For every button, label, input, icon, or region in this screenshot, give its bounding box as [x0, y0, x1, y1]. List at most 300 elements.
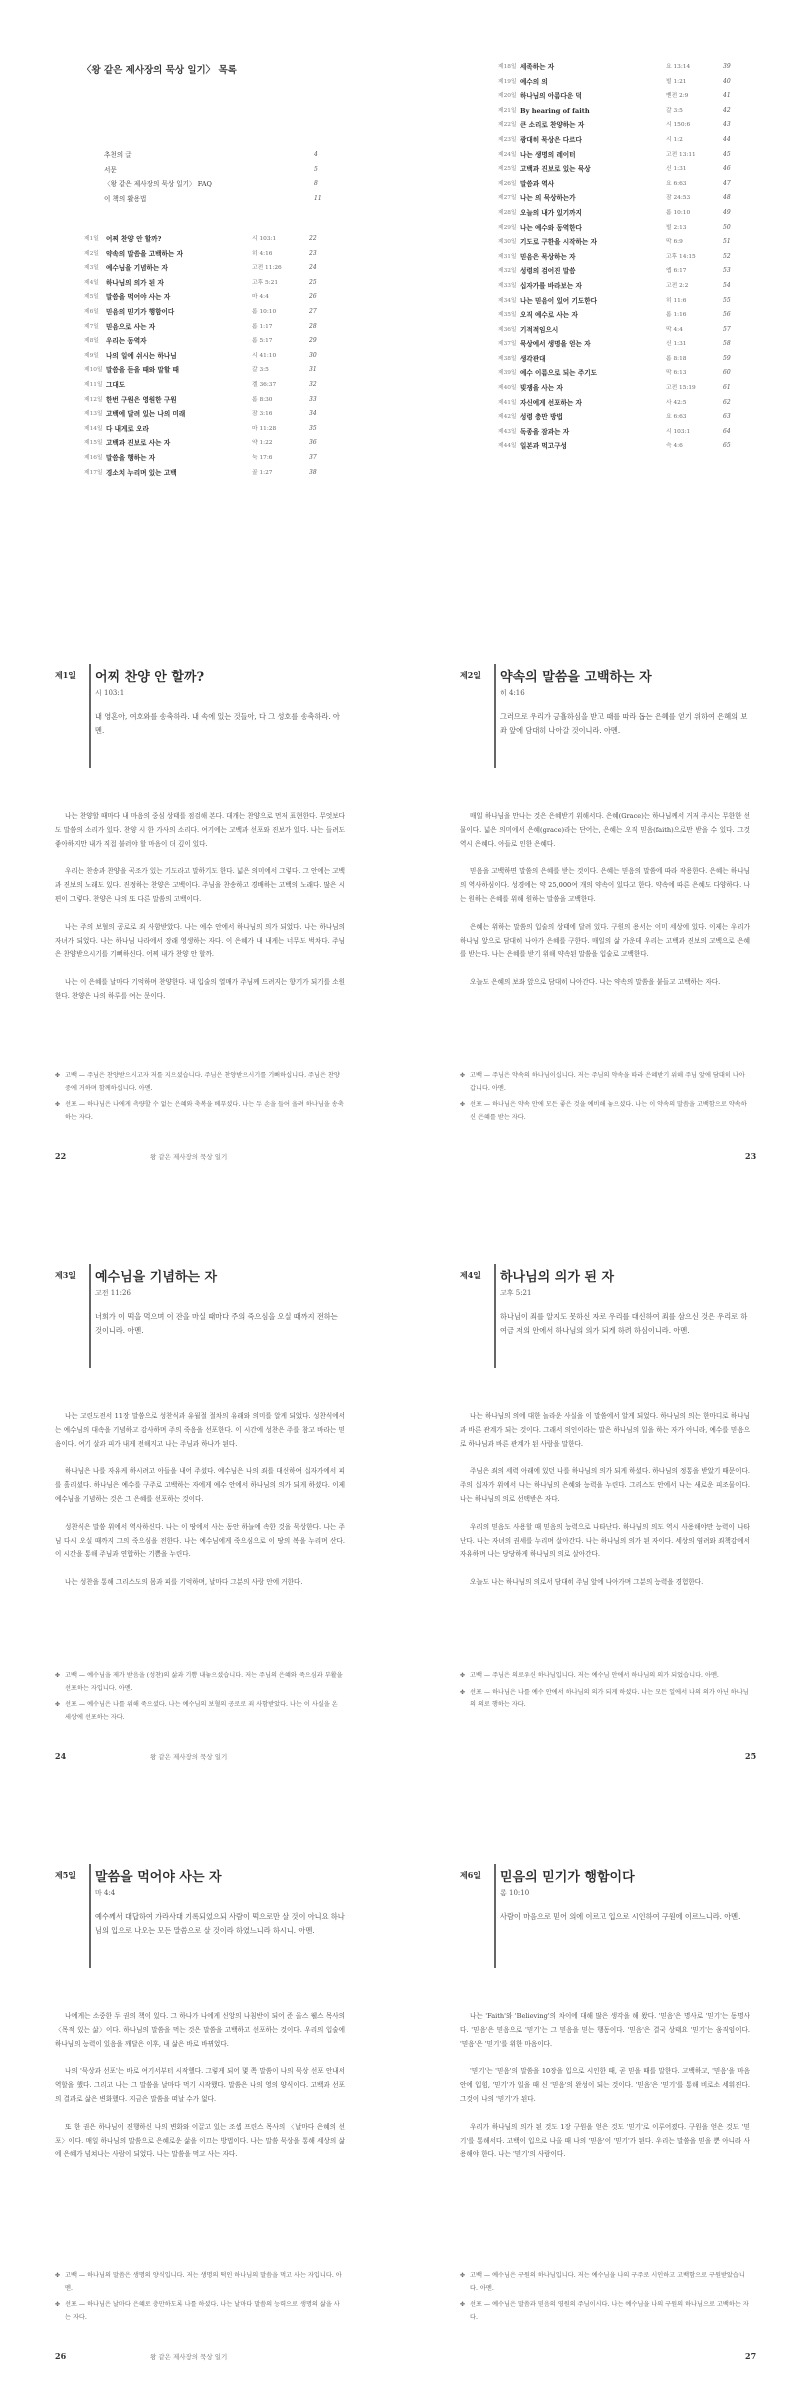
toc-front-item[interactable] — [104, 192, 324, 207]
toc-entry-chapter: 제36일 — [498, 326, 517, 333]
note-item: ✤ 선포 — 하나님은 날마다 은혜로 충만하도록 나를 하셨다. 나는 날마다 말씀의 능력으로 생명의 삶을 사는 자다. — [55, 2299, 345, 2324]
toc-front-page: 4 — [314, 151, 318, 158]
toc-entry[interactable] — [84, 232, 334, 247]
toc-entry-chapter: 제8일 — [84, 338, 99, 345]
toc-entry[interactable] — [498, 60, 748, 75]
toc-entry-page: 62 — [723, 398, 731, 406]
header-rule — [494, 1264, 496, 1368]
toc-entry-title: 경소치 누리며 있는 고백 — [106, 468, 177, 477]
toc-entry-title: 예수의 의 — [520, 77, 548, 86]
scripture-verse: 하나님이 죄를 알지도 못하신 자로 우리를 대신하여 죄를 삼으신 것은 우리로 하여금 저의 안에서 하나님의 의가 되게 하려 하심이니라. 아멘. — [500, 1312, 748, 1335]
chapter-title: 어찌 찬양 안 할까? — [95, 670, 205, 685]
toc-entry-ref: 롬 8:30 — [252, 396, 273, 403]
toc-entry-chapter: 제21일 — [498, 107, 517, 114]
scripture-verse: 그러므로 우리가 긍휼하심을 받고 때를 따라 돕는 은혜를 얻기 위하여 은혜의 보좌 앞에 담대히 나아갈 것이니라. 아멘. — [500, 712, 748, 735]
chapter-number: 제3일 — [55, 1270, 77, 1280]
toc-entry-page: 45 — [723, 150, 731, 158]
page-number: 22 — [55, 1151, 67, 1161]
body-paragraph: 은혜는 위하는 말씀의 입술의 상태에 달려 있다. 구원의 용서는 이미 세상에 있다. 이제는 우리가 하나님 앞으로 담대히 나아가 은혜를 구한다. 매일의 삶 가운데 우리는 고백과 진보의 고백으로 은혜를 받는다. 나는 은혜를 받기 위해 약속된 말씀을 입술로 고백한다. — [460, 922, 750, 959]
toc-entry-title: 일본과 먹고구성 — [520, 442, 567, 451]
toc-entry-chapter: 제4일 — [84, 279, 99, 286]
body-paragraph: 우리가 하나님의 의가 된 것도 1장 구원을 얻은 것도 '믿기'로 이루어졌다. 구원을 얻은 것도 '믿기'를 통해서다. 고백이 입으로 나올 때 나의 '믿음'이 '믿기'가 된다. 우리는 말씀을 믿을 뿐 아니라 사용해야 한다. 나는 '믿기'의 사람이다. — [460, 2122, 750, 2159]
toc-entry-chapter: 제12일 — [84, 396, 103, 403]
chapter-body — [460, 2010, 750, 2176]
header-rule — [494, 664, 496, 768]
toc-entry-ref: 빌 1:21 — [666, 78, 687, 85]
toc-entry-chapter: 제22일 — [498, 122, 517, 129]
toc-entry-title: 그대도 — [106, 380, 126, 389]
toc-entry[interactable] — [498, 308, 748, 323]
toc-front-page: 5 — [314, 165, 318, 173]
toc-entry[interactable] — [84, 276, 334, 291]
toc-entry-chapter: 제28일 — [498, 209, 517, 216]
toc-entry-page: 39 — [723, 63, 731, 70]
note-item: ✤ 선포 — 하나님은 약속 안에 모든 좋은 것을 예비해 놓으셨다. 나는 이 약속의 말씀을 고백함으로 약속하신 은혜를 받는 자다. — [460, 1099, 750, 1124]
toc-entry[interactable] — [498, 279, 748, 294]
toc-front-page: 8 — [314, 180, 318, 188]
toc-entry-page: 24 — [309, 264, 317, 272]
toc-entry[interactable] — [84, 436, 334, 451]
toc-entry-title: 믿음으로 사는 자 — [106, 322, 156, 331]
body-paragraph: 나는 고린도전서 11장 말씀으로 성찬식과 유월절 절차의 유래와 의미를 알게 되었다. 성찬식에서는 예수님의 대속을 기념하고 감사하며 주의 죽음을 선포한다. 이 시간에 성찬은 주를 참고 바라는 믿음이다. 여기 살과 피가 내게 전해지고 나는 주님과 하나가 된다. — [55, 1412, 345, 1448]
toc-entry-page: 44 — [723, 135, 731, 143]
toc-entry[interactable] — [498, 235, 748, 250]
toc-entry-ref: 엡 6:17 — [666, 268, 687, 275]
note-item: ✤ 고백 — 주님은 약속의 하나님이십니다. 저는 주님의 약속을 따라 은혜받기 위해 주님 앞에 담대히 나아갑니다. 아멘. — [460, 1070, 750, 1095]
toc-entry-page: 26 — [309, 293, 317, 301]
toc-entry-title: 나는 의 묵상하는가 — [520, 194, 576, 203]
toc-entry-ref: 눅 17:6 — [252, 454, 273, 461]
toc-entry-ref: 빌 2:13 — [666, 224, 687, 231]
toc-entry-page: 41 — [723, 92, 731, 100]
toc-entry-title: By hearing of faith — [520, 106, 590, 115]
toc-entry-title: 성령의 검어진 말씀 — [520, 267, 576, 276]
toc-entry-ref: 신 1:31 — [666, 166, 687, 173]
scripture-reference: 롬 10:10 — [500, 1889, 530, 1897]
chapter-number: 제5일 — [55, 1870, 77, 1880]
toc-entry-title: 예수님을 기념하는 자 — [106, 264, 168, 273]
toc-entry-chapter: 제6일 — [84, 308, 99, 315]
chapter-body — [55, 810, 345, 1018]
toc-entry-title: 나의 일에 쉬시는 하나님 — [106, 351, 177, 360]
toc-entry-page: 29 — [309, 337, 317, 345]
chapter-notes — [55, 1070, 345, 1128]
toc-entry-chapter: 제23일 — [498, 136, 517, 143]
page-number: 24 — [55, 1751, 67, 1761]
toc-entry[interactable] — [498, 133, 748, 148]
toc-entry-chapter: 제27일 — [498, 195, 517, 202]
toc-entry-title: 나는 예수와 동역한다 — [520, 223, 582, 232]
toc-entry-chapter: 제3일 — [84, 265, 99, 272]
toc-entry-page: 31 — [309, 366, 317, 374]
toc-entry-ref: 롬 10:10 — [666, 209, 691, 216]
toc-entry-ref: 슥 4:6 — [666, 443, 683, 450]
toc-entry-page: 30 — [309, 351, 317, 359]
toc-entry-title: 우리는 동역자 — [106, 337, 147, 346]
running-head: 왕 같은 제사장의 묵상 일기 — [150, 1753, 228, 1761]
chapter-notes — [460, 1070, 750, 1128]
toc-entry-ref: 롬 1:17 — [252, 323, 273, 330]
toc-entry-title: 오직 예수로 사는 자 — [520, 311, 578, 320]
toc-entry[interactable] — [498, 410, 748, 425]
toc-entry-chapter: 제13일 — [84, 411, 103, 418]
body-paragraph: 주님은 죄의 세력 아래에 있던 나를 하나님의 의가 되게 하셨다. 하나님의 정통을 받았기 때문이다. 주의 십자가 위에서 나는 하나님의 은혜와 능력을 누린다. 그리스도 안에서 나는 새로운 피조물이다. 나는 하나님의 의로 선택받은 자다. — [460, 1467, 750, 1503]
toc-front-item[interactable] — [104, 177, 324, 192]
toc-entry-page: 33 — [309, 395, 317, 403]
toc-entry-title: 고백에 달려 있는 나의 미래 — [106, 410, 186, 419]
toc-entry-ref: 마 4:4 — [252, 294, 269, 301]
chapter-notes — [460, 2270, 750, 2328]
toc-entry-ref: 롬 1:16 — [666, 312, 687, 319]
toc-entry-ref: 고전 11:26 — [252, 265, 282, 272]
toc-entry[interactable] — [84, 349, 334, 364]
chapter-number: 제6일 — [460, 1870, 482, 1880]
toc-entry[interactable] — [84, 334, 334, 349]
toc-entry-title: 큰 소리로 찬양하는 자 — [520, 121, 585, 130]
toc-entry-page: 52 — [723, 252, 731, 260]
body-paragraph: 나의 '묵상과 선포'는 바로 여기서부터 시작했다. 그렇게 되어 몇 쪽 말씀이 나의 묵상 선포 안내서 역할을 했다. 그리고 나는 그 말씀을 날마다 먹기 시작했다. 말씀은 나의 영의 양식이다. 고백과 선포의 결과로 삶은 변화했다. 지금은 말씀을 떠날 수가 없다. — [55, 2067, 345, 2103]
chapter-title: 예수님을 기념하는 자 — [95, 1270, 218, 1285]
chapter-title: 하나님의 의가 된 자 — [500, 1270, 615, 1285]
page-number: 26 — [55, 2351, 67, 2361]
chapter-title: 말씀을 먹어야 사는 자 — [95, 1870, 222, 1885]
toc-entry-page: 25 — [309, 278, 317, 286]
toc-entry-page: 34 — [309, 410, 317, 418]
toc-entry-title: 나는 믿음이 있어 기도한다 — [520, 296, 597, 305]
chapter-number: 제4일 — [460, 1270, 482, 1280]
toc-entry[interactable] — [498, 264, 748, 279]
toc-entry-title: 나는 생명의 레이터 — [520, 150, 576, 159]
toc-entry-title: 어찌 찬양 안 할까? — [106, 235, 162, 243]
toc-entry-page: 36 — [309, 439, 317, 447]
toc-entry[interactable] — [498, 250, 748, 265]
toc-entry-ref: 고후 5:21 — [252, 279, 279, 286]
toc-entry-chapter: 제20일 — [498, 93, 517, 100]
chapter-number: 제2일 — [460, 670, 482, 680]
chapter-page — [405, 1200, 810, 1800]
toc-entry-page: 48 — [723, 194, 731, 202]
toc-entry-ref: 잠 3:16 — [252, 411, 273, 418]
toc-entry-page: 51 — [723, 238, 731, 246]
chapter-title: 믿음의 믿기가 행함이다 — [500, 1870, 635, 1885]
toc-entry[interactable] — [498, 294, 748, 309]
body-paragraph: 매일 하나님을 만나는 것은 은혜받기 위해서다. 은혜(Grace)는 하나님께서 거저 주시는 무한한 선물이다. 넓은 의미에서 은혜(grace)라는 단어는, 은혜는 오직 믿음(faith)으로만 받을 수 있다. 그것 역시 은혜다. 아들로 인한 은혜다. — [460, 812, 750, 848]
toc-entry[interactable] — [84, 363, 334, 378]
toc-list-left — [84, 232, 334, 480]
toc-entry-title: 다 내게로 오라 — [106, 424, 149, 433]
toc-entry-chapter: 제32일 — [498, 268, 517, 275]
toc-entry-title: 예수 이름으로 되는 주기도 — [520, 369, 597, 378]
chapter-body — [55, 1410, 345, 1604]
toc-entry[interactable] — [498, 191, 748, 206]
toc-entry[interactable] — [84, 466, 334, 481]
toc-entry-chapter: 제14일 — [84, 425, 103, 432]
toc-entry-chapter: 제30일 — [498, 239, 517, 246]
toc-entry-page: 59 — [723, 354, 731, 362]
note-item: ✤ 선포 — 예수님은 나를 위해 죽으셨다. 나는 예수님의 보혈의 공로로 죄 사함받았다. 나는 이 사실을 온 세상에 선포하는 자다. — [55, 1699, 345, 1724]
toc-entry-chapter: 제37일 — [498, 341, 517, 348]
note-item: ✤ 선포 — 하나님은 나를 예수 안에서 하나님의 의가 되게 하셨다. 나는 모든 일에서 나의 의가 아닌 하나님의 의로 행하는 자다. — [460, 1687, 750, 1712]
running-head: 왕 같은 제사장의 묵상 일기 — [150, 1153, 228, 1161]
toc-entry-chapter: 제41일 — [498, 399, 517, 406]
body-paragraph: 하나님은 나를 자유케 하시려고 아들을 내어 주셨다. 예수님은 나의 죄를 대신하여 십자가에서 피를 흘리셨다. 하나님은 예수를 구주로 고백하는 자에게 예수 안에서 하나님의 의가 되게 하셨다. 이제 예수님을 기념하는 것은 그 은혜를 선포하는 것이다. — [55, 1467, 345, 1503]
toc-entry-chapter: 제44일 — [498, 443, 517, 450]
toc-entry-ref: 고전 2:2 — [666, 282, 689, 289]
body-paragraph: 우리의 믿음도 사용할 때 믿음의 능력으로 나타난다. 하나님의 의도 역시 사용해야만 능력이 나타난다. 나는 자녀의 권세를 누리며 살아간다. 나는 하나님의 의가 된 자이다. 세상의 염려와 죄책감에서 자유하며 나는 당당하게 하나님의 의로 살아간다. — [460, 1522, 750, 1559]
toc-entry-chapter: 제43일 — [498, 428, 517, 435]
toc-entry[interactable] — [498, 439, 748, 454]
toc-entry-title: 말씀을 듣을 때와 말할 때 — [106, 366, 179, 375]
toc-entry-ref: 요 13:14 — [666, 64, 691, 70]
toc-entry[interactable] — [84, 422, 334, 437]
chapter-body — [55, 2010, 345, 2176]
toc-entry-page: 40 — [723, 77, 731, 85]
toc-entry[interactable] — [498, 221, 748, 236]
toc-entry-ref: 시 103:1 — [252, 236, 277, 242]
body-paragraph: 나에게는 소중한 두 권의 책이 있다. 그 하나가 나에게 신앙의 나침반이 되어 준 올스 웰스 목사의 〈목적 있는 삶〉이다. 하나님의 말씀을 먹는 것은 말씀을 고백하고 선포하는 것이다. 우리의 입술에 하나님의 능력이 있음을 깨달은 이후, 내 삶은 바로 바뀌었다. — [55, 2012, 345, 2048]
body-paragraph: 나는 하나님의 의에 대한 놀라운 사실을 이 말씀에서 알게 되었다. 하나님의 의는 한마디로 하나님과 바른 관계가 되는 것이다. 그래서 의인이라는 말은 하나님의 일을 하는 자가 아니라, 예수를 믿음으로 하나님과 바른 관계가 된 사람을 말한다. — [460, 1412, 750, 1448]
body-paragraph: 나는 이 은혜를 날마다 기억하며 찬양한다. 내 입술의 열매가 주님께 드려지는 향기가 되기를 소원한다. 찬양은 나의 하루를 여는 문이다. — [55, 978, 345, 1000]
page-number: 25 — [745, 1751, 757, 1761]
toc-entry-title: 말씀과 역사 — [520, 179, 555, 188]
toc-entry-ref: 벧전 2:9 — [666, 93, 689, 100]
toc-entry-ref: 히 11:6 — [666, 297, 687, 304]
header-rule — [89, 1864, 91, 1968]
note-item: ✤ 고백 — 하나님의 말씀은 생명의 양식입니다. 저는 생명의 떡인 하나님의 말씀을 먹고 사는 자입니다. 아멘. — [55, 2270, 345, 2295]
body-paragraph: 나는 찬양할 때마다 내 마음의 중심 상태를 점검해 본다. 대개는 찬양으로 먼저 표현한다. 무엇보다도 말씀의 소리가 있다. 찬양 시 한 가사의 소리다. 여기에는 고백과 선포와 진보가 있다. 나는 들려도 좋아하지만 내가 직접 불러야 할 마음이 더 깊이 있다. — [55, 812, 345, 848]
toc-entry-page: 22 — [309, 235, 317, 242]
toc-entry-page: 46 — [723, 165, 731, 173]
toc-entry-page: 50 — [723, 223, 731, 231]
toc-entry-title: 약속의 말씀을 고백하는 자 — [106, 249, 183, 258]
chapter-body — [460, 810, 750, 1004]
toc-entry-ref: 롬 5:17 — [252, 338, 273, 345]
toc-entry-title: 묵상에서 생명을 얻는 자 — [520, 340, 591, 349]
toc-entry-page: 49 — [723, 208, 731, 216]
toc-entry-ref: 약 1:22 — [252, 440, 273, 447]
toc-entry-chapter: 제38일 — [498, 355, 517, 362]
toc-entry-page: 61 — [723, 384, 731, 392]
toc-entry-page: 42 — [723, 106, 731, 114]
toc-entry-ref: 갈 3:5 — [666, 107, 683, 114]
toc-entry-chapter: 제1일 — [84, 236, 99, 242]
toc-entry-chapter: 제26일 — [498, 180, 517, 187]
note-item: ✤ 고백 — 예수님은 구원의 하나님입니다. 저는 예수님을 나의 구주로 시인하고 고백함으로 구원받았습니다. 아멘. — [460, 2270, 750, 2295]
toc-entry-page: 28 — [309, 322, 317, 330]
toc-list-right — [498, 60, 748, 454]
toc-entry-title: 빚쟁을 사는 자 — [520, 384, 563, 393]
toc-entry-chapter: 제2일 — [84, 250, 99, 257]
toc-entry[interactable] — [498, 366, 748, 381]
toc-entry-page: 53 — [723, 267, 731, 275]
scripture-verse: 예수께서 대답하여 가라사대 기록되었으되 사람이 떡으로만 살 것이 아니요 하나님의 입으로 나오는 모든 말씀으로 살 것이라 하였느니라 하시니. 아멘. — [95, 1912, 345, 1935]
scripture-reference: 고후 5:21 — [500, 1289, 532, 1297]
toc-entry[interactable] — [498, 425, 748, 440]
toc-entry[interactable] — [498, 381, 748, 396]
toc-entry[interactable] — [84, 320, 334, 335]
toc-entry-ref: 겔 36:37 — [252, 381, 277, 388]
toc-entry-title: 기적적임으시 — [520, 325, 559, 334]
toc-entry-ref: 막 4:4 — [666, 326, 683, 333]
toc-entry-chapter: 제17일 — [84, 469, 103, 476]
toc-entry-title: 생각관대 — [520, 354, 546, 363]
toc-entry-page: 23 — [309, 249, 317, 257]
toc-entry-chapter: 제18일 — [498, 64, 517, 70]
toc-entry-title: 기도로 구한을 시작하는 자 — [520, 238, 597, 247]
toc-entry-ref: 신 1:31 — [666, 341, 687, 348]
toc-entry[interactable] — [498, 148, 748, 163]
toc-entry-chapter: 제29일 — [498, 224, 517, 231]
toc-entry[interactable] — [498, 75, 748, 90]
toc-entry[interactable] — [84, 247, 334, 262]
toc-entry-chapter: 제34일 — [498, 297, 517, 304]
toc-entry-page: 37 — [309, 453, 317, 461]
chapter-notes — [55, 1670, 345, 1728]
toc-entry-chapter: 제31일 — [498, 253, 517, 260]
toc-entry-title: 믿음은 묵상하는 자 — [520, 252, 576, 261]
toc-entry-page: 65 — [723, 442, 731, 450]
scripture-reference: 마 4:4 — [95, 1889, 116, 1897]
toc-entry[interactable] — [498, 396, 748, 411]
toc-front-item[interactable] — [104, 163, 324, 178]
toc-entry-ref: 갈 3:5 — [252, 367, 269, 374]
scripture-reference: 히 4:16 — [500, 689, 525, 697]
chapter-page — [0, 1200, 405, 1800]
toc-entry-ref: 롬 8:18 — [666, 355, 687, 362]
toc-entry-title: 자신에게 선포하는 자 — [520, 398, 582, 407]
toc-entry[interactable] — [84, 261, 334, 276]
toc-entry[interactable] — [498, 162, 748, 177]
toc-entry[interactable] — [84, 451, 334, 466]
toc-entry-title: 고백과 진보로 있는 묵상 — [520, 165, 591, 174]
toc-entry-ref: 골 1:27 — [252, 469, 273, 476]
header-rule — [89, 664, 91, 768]
toc-entry-chapter: 제33일 — [498, 282, 517, 289]
toc-entry-page: 43 — [723, 121, 731, 129]
toc-entry-chapter: 제16일 — [84, 454, 103, 461]
toc-entry[interactable] — [84, 393, 334, 408]
toc-entry-page: 32 — [309, 380, 317, 388]
toc-entry[interactable] — [498, 323, 748, 338]
toc-entry-chapter: 제11일 — [84, 381, 103, 388]
toc-entry-title: 믿음의 믿기가 행함이다 — [106, 307, 175, 316]
toc-entry-ref: 고전 13:11 — [666, 151, 696, 158]
toc-entry-chapter: 제7일 — [84, 323, 99, 330]
toc-page-left — [0, 0, 405, 600]
toc-entry-page: 27 — [309, 307, 317, 315]
toc-entry-ref: 고전 15:19 — [666, 385, 696, 392]
body-paragraph: 믿음을 고백하면 말씀의 은혜를 받는 것이다. 은혜는 믿음의 말씀에 따라 작용한다. 은혜는 하나님의 역사하심이다. 성경에는 약 25,000여 개의 약속이 있다고 한다. 약속에 따른 은혜도 다양하다. 나는 원하는 은혜를 위해 원하는 말씀을 고백한다. — [460, 867, 750, 903]
toc-entry-chapter: 제15일 — [84, 440, 103, 447]
toc-entry[interactable] — [498, 352, 748, 367]
toc-page-right — [405, 0, 810, 600]
note-item: ✤ 선포 — 예수님은 말씀과 믿음의 영원의 주님이시다. 나는 예수님을 나의 구원의 하나님으로 고백하는 자다. — [460, 2299, 750, 2324]
toc-entry-chapter: 제10일 — [84, 367, 103, 374]
toc-front-item[interactable] — [104, 148, 324, 163]
toc-front-title: 추천의 글 — [104, 151, 132, 159]
toc-entry[interactable] — [498, 118, 748, 133]
toc-entry-page: 38 — [309, 468, 317, 476]
body-paragraph: '믿기'는 '믿음'의 말씀을 10장을 입으로 시인한 때, 곧 믿을 때를 말한다. 고백하고, '믿음'을 마음 안에 입힘, '믿기'가 일을 때 신 '믿음'의 완성이 되는 것이다. '믿음'은 '믿기'를 통해 비로소 세워진다. 그것이 나의 '믿기'가 된다. — [460, 2067, 750, 2103]
page-number: 23 — [745, 1151, 757, 1161]
page-number: 27 — [745, 2351, 757, 2361]
toc-entry-ref: 시 103:1 — [666, 428, 691, 435]
toc-entry[interactable] — [498, 337, 748, 352]
body-paragraph: 성찬식은 말씀 위에서 역사하신다. 나는 이 땅에서 사는 동안 하늘에 속한 것을 묵상한다. 나는 주님 다시 오실 때까지 그의 죽으심을 전한다. 나는 예수님에게 죽으심으로 이 땅의 복을 누리며 산다. 이 시간을 통해 주님과 연합하는 기쁨을 누린다. — [55, 1522, 345, 1559]
toc-front-title: 〈왕 같은 제사장의 묵상 일기〉 FAQ — [104, 180, 212, 189]
toc-entry-title: 말씀을 행하는 자 — [106, 453, 156, 462]
chapter-page — [0, 600, 405, 1200]
toc-entry-page: 63 — [723, 413, 731, 421]
note-item: ✤ 고백 — 주님은 의로우신 하나님입니다. 저는 예수님 안에서 하나님의 의가 되었습니다. 아멘. — [460, 1670, 750, 1683]
toc-entry-page: 56 — [723, 311, 731, 319]
header-rule — [494, 1864, 496, 1968]
toc-entry-title: 광대히 묵상은 다르다 — [520, 135, 582, 144]
toc-entry-title: 십자가를 바라보는 자 — [520, 281, 582, 290]
toc-entry-page: 58 — [723, 340, 731, 348]
toc-front-title: 서문 — [104, 165, 117, 174]
toc-entry-ref: 고후 14:15 — [666, 253, 696, 260]
toc-entry[interactable] — [498, 206, 748, 221]
toc-entry-chapter: 제19일 — [498, 78, 517, 85]
toc-entry-chapter: 제35일 — [498, 312, 517, 319]
note-item: ✤ 고백 — 주님은 찬양받으시고자 저를 지으셨습니다. 주님은 찬양받으시기를 기뻐하십니다. 주님은 찬양 중에 거하며 함께하십니다. 아멘. — [55, 1070, 345, 1095]
toc-entry-ref: 막 6:9 — [666, 239, 683, 246]
toc-entry-ref: 시 150:6 — [666, 122, 691, 129]
body-paragraph: 오늘도 은혜의 보좌 앞으로 담대히 나아간다. 나는 약속의 말씀을 붙들고 고백하는 자다. — [470, 978, 721, 987]
scripture-verse: 너희가 이 떡을 먹으며 이 잔을 마실 때마다 주의 죽으심을 오실 때까지 전하는 것이니라. 아멘. — [95, 1312, 338, 1335]
toc-entry-ref: 막 6:13 — [666, 370, 687, 377]
toc-entry-title: 고백과 진보로 사는 자 — [106, 439, 171, 448]
toc-front-page: 11 — [314, 194, 322, 202]
toc-entry-ref: 마 11:28 — [252, 425, 277, 432]
toc-entry-page: 55 — [723, 296, 731, 304]
toc-entry-title: 하나님의 아름다운 덕 — [520, 92, 582, 101]
toc-entry-page: 60 — [723, 369, 731, 377]
body-paragraph: 오늘도 나는 하나님의 의로서 담대히 주님 앞에 나아가며 그분의 능력을 경험한다. — [470, 1578, 704, 1587]
body-paragraph: 나는 'Faith'와 'Believing'의 차이에 대해 많은 생각을 해 왔다. '믿음'은 명사로 '믿기'는 동명사다. '믿음'은 믿음으로 '믿기'는 그 믿음을 믿는 행동이다. '믿음'은 결국 상태요 '믿기'는 움직임이다. '믿음'은 '믿기'를 위한 마음이다. — [460, 2012, 750, 2048]
toc-entry-page: 54 — [723, 281, 731, 289]
body-paragraph: 또 한 권은 하나님이 진행하신 나의 변화와 이끌고 있는 조셉 프린스 목사의 〈날마다 은혜의 선포〉이다. 매일 하나님의 말씀으로 은혜로운 삶을 이끄는 방법이다. 나는 말씀 묵상을 통해 세상의 삶에 은혜가 넘쳐나는 사람이 되었다. 나는 말씀을 먹고 사는 자다. — [55, 2122, 345, 2159]
chapter-number: 제1일 — [55, 670, 77, 680]
note-item: ✤ 고백 — 예수님을 제가 받음을 (성찬)의 삶과 기쁨 내놓으셨습니다. 저는 주님의 은혜와 죽으심과 부활을 선포하는 자입니다. 아멘. — [55, 1670, 345, 1695]
toc-entry-ref: 요 6:63 — [666, 180, 687, 187]
toc-entry[interactable] — [84, 290, 334, 305]
toc-entry-chapter: 제40일 — [498, 385, 517, 392]
toc-entry[interactable] — [498, 104, 748, 119]
toc-entry[interactable] — [84, 378, 334, 393]
toc-entry[interactable] — [498, 177, 748, 192]
running-head: 왕 같은 제사장의 묵상 일기 — [150, 2353, 228, 2361]
toc-entry-chapter: 제42일 — [498, 414, 517, 421]
toc-entry-title: 세족하는 자 — [520, 63, 555, 71]
chapter-page — [405, 600, 810, 1200]
toc-entry-title: 성령 충만 방법 — [520, 413, 563, 422]
toc-entry[interactable] — [84, 407, 334, 422]
toc-entry-chapter: 제39일 — [498, 370, 517, 377]
toc-entry[interactable] — [84, 305, 334, 320]
note-item: ✤ 선포 — 하나님은 나에게 측량할 수 없는 은혜와 축복을 베푸셨다. 나는 두 손을 들어 올려 하나님을 송축하는 자다. — [55, 1099, 345, 1124]
toc-entry-chapter: 제24일 — [498, 151, 517, 158]
body-paragraph: 우리는 찬송과 찬양을 곡조가 있는 기도라고 말하기도 한다. 넓은 의미에서 그렇다. 그 안에는 고백과 진보의 노래도 있다. 진정하는 찬양은 고백이다. 주님을 찬송하고 경배하는 고백의 노래다. 많은 시편이 그렇다. 찬양은 나의 또 다른 말씀의 고백이다. — [55, 867, 345, 903]
toc-entry[interactable] — [498, 89, 748, 104]
chapter-title: 약속의 말씀을 고백하는 자 — [500, 670, 652, 685]
toc-entry-chapter: 제5일 — [84, 294, 99, 301]
toc-entry-title: 하나님의 의가 된 자 — [106, 278, 164, 287]
body-paragraph: 나는 성찬을 통해 그리스도의 몸과 피를 기억하며, 날마다 그분의 사랑 안에 거한다. — [65, 1578, 303, 1587]
toc-entry-title: 한번 구원은 영원한 구원 — [106, 395, 177, 404]
toc-entry-ref: 롬 10:10 — [252, 308, 277, 315]
